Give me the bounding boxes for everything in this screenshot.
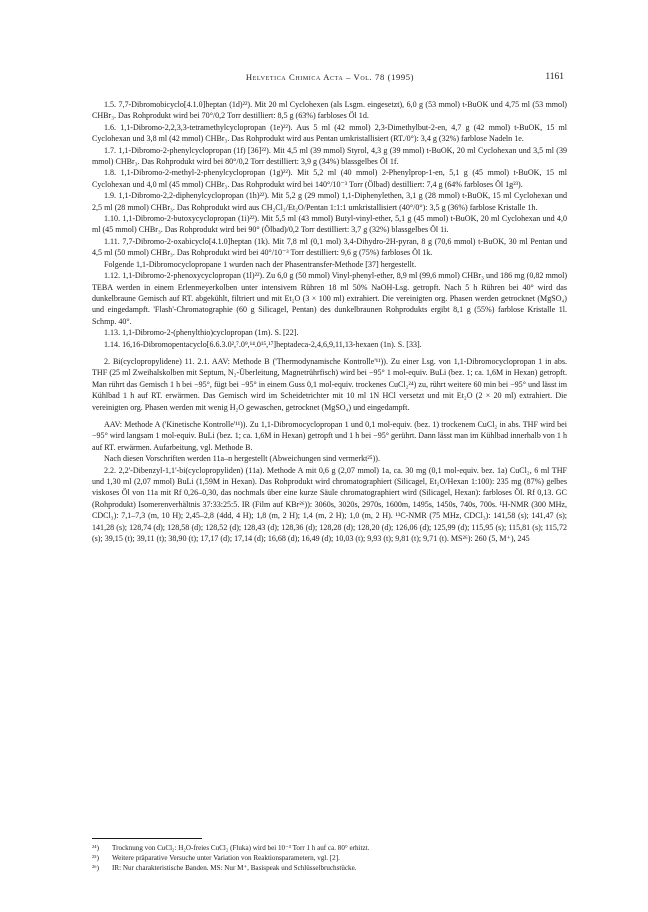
paragraph-1-12: 1.12. 1,1-Dibromo-2-phenoxycyclopropan (1l)²²). Zu 6,0 g (50 mmol) Vinyl-phenyl-ether, 8,9 ml (99,6 mmol) CHBr₃ und 186 mg (0,82 mmol) TEBA werden in einem Erlenmeyerkolben unter intensivem Rühren 18 ml 50% NaOH-Lsg. getropft. Nach 5 h Rühren bei 40° wird das dunkelbraune Gemisch auf RT. abgekühlt, filtriert und mit Et₂O (3 × 100 ml) extrahiert. Die vereinigten org. Phasen werden getrocknet (MgSO₄) und eingedampft. 'Flash'-Chromatographie (60 g Silicagel, Pentan) des dunkelbraunen Rohprodukts ergibt 8,1 g (55%) farblose Kristalle 1l. Schmp. 40°. <box>92 271 567 326</box>
footnote-25 <box>92 853 567 863</box>
footnote-text: IR: Nur charakteristische Banden. MS: Nur M⁺, Basispeak und Schlüsselbruchstücke. <box>112 864 357 873</box>
paragraph-2-1: 2. Bi(cyclopropylidene) 11. 2.1. AAV: Methode B ('Thermodynamische Kontrolle'¹¹)). Zu einer Lsg. von 1,1-Dibromocyclopropan 1 in abs. THF (25 ml Zweihalskolben mit Septum, N₂-Überleitung, Magnetrührfisch) wird bei −95° 1 mol-equiv. BuLi (bez. 1; ca. 1,6M in Hexan) getropft. Man rührt das Gemisch 1 h bei −95°, fügt bei −95° in einem Guss 0,1 mol-equiv. trockenes CuCl₂²⁴) zu, rührt weitere 60 min bei −95° und lässt im Kühlbad 1 h auf RT. erwärmen. Das Gemisch wird im Scheidetrichter mit 10 ml 1N HCl versetzt und mit Et₂O (2 × 20 ml) extrahiert. Die vereinigten org. Phasen werden mit wenig H₂O gewaschen, getrocknet (MgSO₄) und eingedampft. <box>92 356 567 412</box>
paragraph-1-6: 1.6. 1,1-Dibromo-2,2,3,3-tetramethylcyclopropan (1e)²²). Aus 5 ml (42 mmol) 2,3-Dimethylbut-2-en, 4,7 g (42 mmol) t-BuOK, 15 ml Cyclohexan und 3,8 ml (42 mmol) CHBr₃. Das Rohprodukt wird aus Pentan umkristallisiert (RT./0°): 3,4 g (32%) farblose Nadeln 1e. <box>92 122 567 144</box>
footnotes <box>92 838 567 874</box>
paragraph-1-7: 1.7. 1,1-Dibromo-2-phenylcyclopropan (1f) [36]²²). Mit 4,5 ml (39 mmol) Styrol, 4,3 g (39 mmol) t-BuOK, 20 ml Cyclohexan und 3,5 ml (39 mmol) CHBr₃. Das Rohprodukt wird bei 80°/0,2 Torr destilliert: 3,9 g (34%) blassgelbes Öl 1f. <box>92 145 567 167</box>
footnote-rule <box>92 838 202 839</box>
paragraph-2-2: 2.2. 2,2'-Dibenzyl-1,1'-bi(cyclopropyliden) (11a). Methode A mit 0,6 g (2,07 mmol) 1a, ca. 30 mg (0,1 mol-equiv. bez. 1a) CuCl₂, 6 ml THF und 1,30 ml (2,07 mmol) BuLi (1,59M in Hexan). Das Rohprodukt wird chromatographiert (Silicagel, Et₂O/Hexan 1:100): 235 mg (87%) gelbes viskoses Öl von 11a mit Rf 0,26–0,30, das nochmals über eine kurze Säule chromatographiert wird (Silicagel, Hexan): farbloses Öl. Rf 0,13. GC (Rohprodukt) Isomerenverhältnis 37:33:25:5. IR (Film auf KBr²⁶)): 3060s, 3020s, 2970s, 1600m, 1495s, 1450s, 740s, 700s. ¹H-NMR (300 MHz, CDCl₃): 7,1–7,3 (m, 10 H); 2,45–2,8 (4dd, 4 H); 1,8 (m, 2 H); 1,4 (m, 2 H); 1,0 (m, 2 H). ¹³C-NMR (75 MHz, CDCl₃): 141,58 (s); 141,47 (s); 141,28 (s); 128,74 (d); 128,58 (d); 128,52 (d); 128,43 (d); 128,36 (d); 128,28 (d); 128,20 (d); 126,06 (d); 125,99 (d); 115,95 (s); 115,81 (s); 115,72 (s); 39,15 (t); 39,11 (t); 38,90 (t); 17,17 (d); 17,14 (d); 16,68 (d); 16,49 (d); 10,03 (t); 9,93 (t); 9,81 (t); 9,71 (t). MS²⁶): 260 (5, M⁺), 245 <box>92 465 567 544</box>
footnote-marker: ²⁶) <box>92 864 99 873</box>
paragraph-method-a: AAV: Methode A ('Kinetische Kontrolle'¹¹)). Zu 1,1-Dibromocyclopropan 1 und 0,1 mol-equiv. (bez. 1) trockenem CuCl₂ in abs. THF wird bei −95° wird langsam 1 mol-equiv. BuLi (bez. 1; ca. 1,6M in Hexan) getropft und 1 h bei −95° gerührt. Dann lässt man im Kühlbad innerhalb von 1 h auf RT. erwärmen. Aufarbeitung, vgl. Methode B. <box>92 419 567 452</box>
paragraph-1-13: 1.13. 1,1-Dibromo-2-(phenylthio)cyclopropan (1m). S. [22]. <box>104 328 299 338</box>
paragraph-1-5: 1.5. 7,7-Dibromobicyclo[4.1.0]heptan (1d)²²). Mit 20 ml Cyclohexen (als Lsgm. eingesetzt), 6,0 g (53 mmol) t-BuOK und 4,75 ml (53 mmol) CHBr₃. Das Rohprodukt wird bei 70°/0,2 Torr destilliert: 8,5 g (63%) farbloses Öl 1d. <box>92 100 567 121</box>
article-body <box>92 99 567 544</box>
footnote-text: Trocknung von CuCl₂: H₂O-freies CuCl₂ (Fluka) wird bei 10⁻³ Torr 1 h auf ca. 80° erhitzt. <box>112 844 370 852</box>
paragraph-phase-transfer-note: Folgende 1,1-Dibromocyclopropane 1 wurden nach der Phasentransfer-Methode [37] hergestellt. <box>104 259 417 269</box>
page-number: 1161 <box>545 72 564 82</box>
journal-title: Helvetica Chimica Acta – Vol. 78 (1995) <box>245 72 415 82</box>
footnote-26 <box>92 863 567 873</box>
running-header <box>96 72 564 86</box>
footnote-marker: ²⁴) <box>92 844 99 852</box>
paragraph-1-10: 1.10. 1,1-Dibromo-2-butoxycyclopropan (1i)²²). Mit 5,5 ml (43 mmol) Butyl-vinyl-ether, 5,1 g (45 mmol) t-BuOK, 20 ml Cyclohexan und 4,0 ml (45 mmol) CHBr₃. Das Rohprodukt wird bei 90° (Ölbad)/0,2 Torr destilliert: 3,7 g (32%) blassgelbes Öl 1i. <box>92 214 567 235</box>
footnote-text: Weitere präparative Versuche unter Variation von Reaktionsparametern, vgl. [2]. <box>112 854 340 863</box>
paragraph-1-11: 1.11. 7,7-Dibromo-2-oxabicyclo[4.1.0]heptan (1k). Mit 7,8 ml (0,1 mol) 3,4-Dihydro-2H-pyran, 8 g (70,6 mmol) t-BuOK, 30 ml Pentan und 4,5 ml (50 mmol) CHBr₃. Das Rohprodukt wird bei 40°/10⁻³ Torr destilliert: 9,6 g (75%) farbloses Öl 1k. <box>92 236 567 258</box>
paragraph-1-14: 1.14. 16,16-Dibromopentacyclo[6.6.3.0²,⁷.0⁹,¹⁴.0¹⁵,¹⁷]heptadeca-2,4,6,9,11,13-hexaen (1n). S. [33]. <box>104 339 422 349</box>
footnote-marker: ²⁵) <box>92 854 99 863</box>
footnote-24 <box>92 843 567 853</box>
paragraph-1-9: 1.9. 1,1-Dibromo-2,2-diphenylcyclopropan (1h)²²). Mit 5,2 g (29 mmol) 1,1-Diphenylethen, 3,1 g (28 mmol) t-BuOK, 15 ml Cyclohexan und 2,5 ml (28 mmol) CHBr₃. Das Rohprodukt wird aus CH₂Cl₂/Et₂O/Pentan 1:1:1 umkristallisiert (40°/0°): 3,5 g (36%) farblose Kristalle 1h. <box>92 191 567 212</box>
paragraph-preparation-note: Nach diesen Vorschriften werden 11a–n hergestellt (Abweichungen sind vermerkt²⁵)). <box>104 454 380 464</box>
paragraph-1-8: 1.8. 1,1-Dibromo-2-methyl-2-phenylcyclopropan (1g)²²). Mit 5,2 ml (40 mmol) 2-Phenylprop-1-en, 5,1 g (45 mmol) t-BuOK, 15 ml Cyclohexan und 4,0 ml (45 mmol) CHBr₃. Das Rohprodukt wird bei 140°/10⁻³ Torr (Ölbad) destilliert: 7,4 g (64% farbloses Öl 1g²³). <box>92 168 567 189</box>
